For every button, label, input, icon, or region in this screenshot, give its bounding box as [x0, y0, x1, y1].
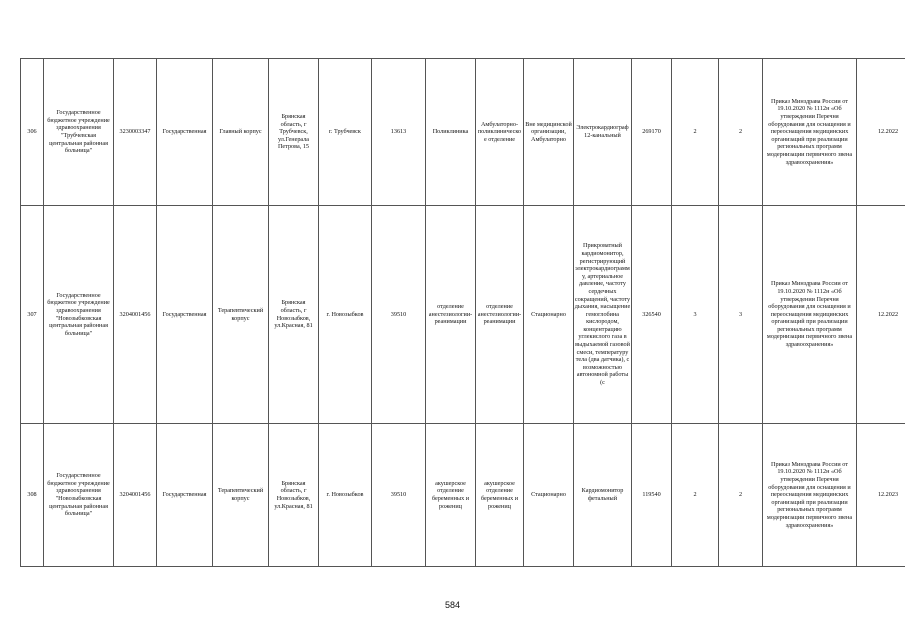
table-row: [21, 424, 905, 567]
organization-name: Государственное бюджетное учреждение здравоохранения "Новозыбковская центральная районная больница": [44, 424, 114, 567]
population: 39510: [372, 424, 426, 567]
row-number: 308: [21, 424, 44, 567]
population: 13613: [372, 59, 426, 206]
organization-name: Государственное бюджетное учреждение здравоохранения "Трубчевская центральная районная больница": [44, 59, 114, 206]
delivery-date: 12.2023: [857, 424, 905, 567]
price: 119540: [632, 424, 672, 567]
building-name: Терапевтический корпус: [213, 424, 269, 567]
address: Брянская область, г Трубчевск, ул.Генерала Петрова, 15: [269, 59, 319, 206]
equipment-name: Прикроватный кардиомонитор, регистрирующий электрокардиограмму, артериальное давление, частоту сердечных сокращений, частоту дыхания, насыщение гемоглобина кислородом, концентрацию углекислого газа в выдыхаемой газовой смеси, температуру тела (два датчика), с возможностью автономной работы (с: [574, 242, 631, 387]
department: акушерское отделение беременных и рожениц: [426, 424, 476, 567]
population: 39510: [372, 206, 426, 424]
building-name: Терапевтический корпус: [213, 206, 269, 424]
building-name: Главный корпус: [213, 59, 269, 206]
locality: г. Новозыбков: [319, 424, 372, 567]
locality: г. Трубчевск: [319, 59, 372, 206]
ownership-form: Государственная: [157, 206, 213, 424]
price: 326540: [632, 206, 672, 424]
table-row: [21, 59, 905, 206]
care-condition: Стационарно: [524, 424, 574, 567]
care-condition: Вне медицинской организации, Амбулаторно: [524, 59, 574, 206]
inn-code: 3204001456: [114, 424, 157, 567]
equipment-name: Электрокардиограф 12-канальный: [574, 59, 632, 206]
ownership-form: Государственная: [157, 424, 213, 567]
delivery-date: 12.2022: [857, 59, 905, 206]
organization-name: Государственное бюджетное учреждение здравоохранения "Новозыбковская центральная районная больница": [44, 206, 114, 424]
equipment-table: [20, 58, 905, 567]
care-condition: Стационарно: [524, 206, 574, 424]
equipment-name: Кардиомонитор фетальный: [574, 424, 632, 567]
address: Брянская область, г Новозыбков, ул.Красная, 81: [269, 206, 319, 424]
delivery-date: 12.2022: [857, 206, 905, 424]
price: 269170: [632, 59, 672, 206]
quantity-plan: 2: [719, 424, 763, 567]
department-type: акушерское отделение беременных и рожениц: [476, 424, 524, 567]
department-type: Амбулаторно-поликлиническое отделение: [476, 59, 524, 206]
quantity-plan: 2: [719, 59, 763, 206]
department: отделение анестезиологии-реанимации: [426, 206, 476, 424]
equipment-cell: [574, 206, 632, 424]
legal-basis: Приказ Минздрава России от 19.10.2020 № 1112н «Об утверждении Перечня оборудования для оснащения и переоснащения медицинских организаций при реализации региональных программ модернизации первичного звена здравоохранения»: [763, 59, 857, 206]
ownership-form: Государственная: [157, 59, 213, 206]
department-type: отделение анестезиологии-реанимации: [476, 206, 524, 424]
quantity-need: 2: [672, 424, 719, 567]
inn-code: 3204001456: [114, 206, 157, 424]
locality: г. Новозыбков: [319, 206, 372, 424]
legal-basis: Приказ Минздрава России от 19.10.2020 № 1112н «Об утверждении Перечня оборудования для оснащения и переоснащения медицинских организаций при реализации региональных программ модернизации первичного звена здравоохранения»: [763, 206, 857, 424]
department: Поликлиника: [426, 59, 476, 206]
table-row: [21, 206, 905, 424]
quantity-plan: 3: [719, 206, 763, 424]
row-number: 306: [21, 59, 44, 206]
inn-code: 3230003347: [114, 59, 157, 206]
page-number: 584: [444, 600, 461, 610]
quantity-need: 2: [672, 59, 719, 206]
row-number: 307: [21, 206, 44, 424]
legal-basis: Приказ Минздрава России от 19.10.2020 № 1112н «Об утверждении Перечня оборудования для оснащения и переоснащения медицинских организаций при реализации региональных программ модернизации первичного звена здравоохранения»: [763, 424, 857, 567]
quantity-need: 3: [672, 206, 719, 424]
address: Брянская область, г Новозыбков, ул.Красная, 81: [269, 424, 319, 567]
